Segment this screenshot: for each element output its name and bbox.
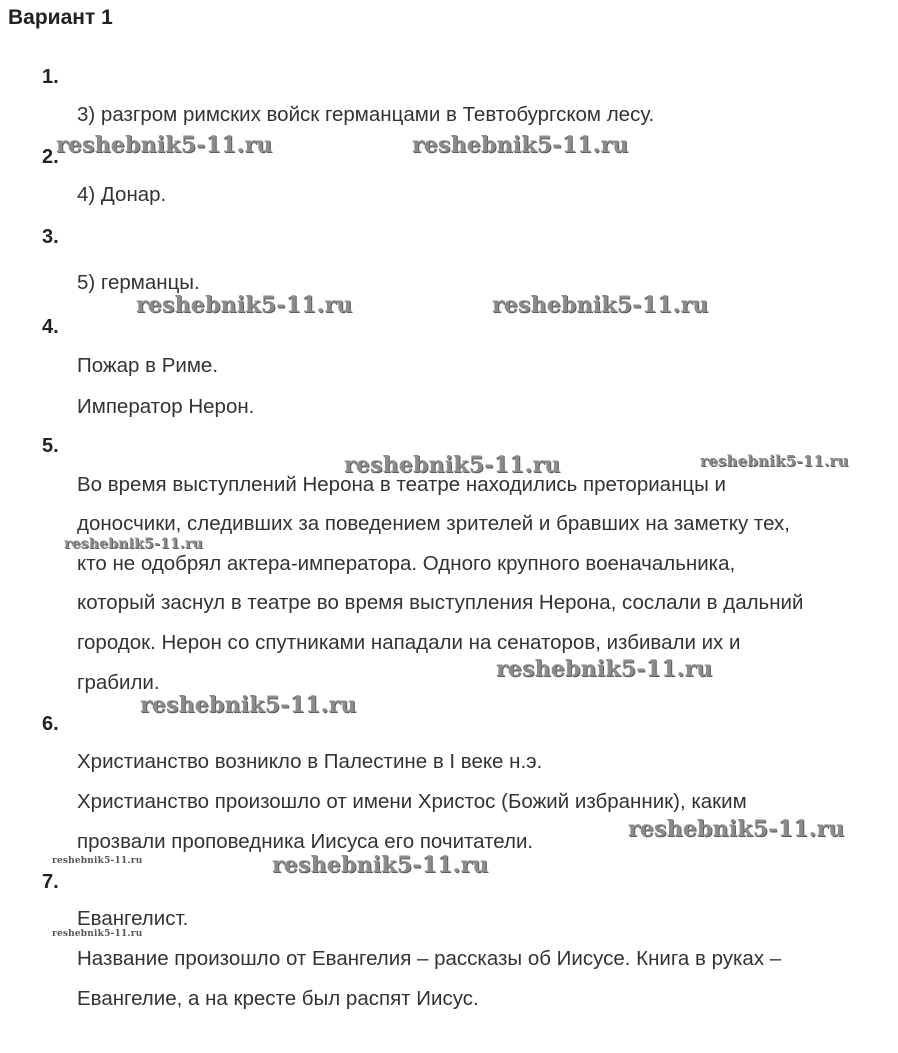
answer-4-line-1: Пожар в Риме. — [77, 354, 219, 377]
watermark: reshebnik5-11.ru — [628, 816, 845, 842]
watermark: reshebnik5-11.ru — [492, 292, 709, 318]
watermark: reshebnik5-11.ru — [56, 132, 273, 158]
answer-7-line-2: Название произошло от Евангелия – рассказы об Иисусе. Книга в руках – — [77, 947, 782, 970]
answer-number-6: 6. — [42, 713, 59, 735]
watermark: reshebnik5-11.ru — [496, 656, 713, 682]
watermark: reshebnik5-11.ru — [136, 292, 353, 318]
answer-7-line-3: Евангелие, а на кресте был распят Иисус. — [77, 987, 479, 1010]
answer-number-3: 3. — [42, 226, 59, 248]
page-title: Вариант 1 — [8, 6, 113, 29]
answer-number-2: 2. — [42, 146, 59, 168]
watermark: reshebnik5-11.ru — [52, 929, 143, 939]
answer-4-line-2: Император Нерон. — [77, 395, 255, 418]
watermark: reshebnik5-11.ru — [412, 132, 629, 158]
answer-number-1: 1. — [42, 66, 59, 88]
answer-5-line-1: Во время выступлений Нерона в театре находились преторианцы и — [77, 473, 727, 496]
answer-6-line-2: Христианство произошло от имени Христос (Божий избранник), каким — [77, 790, 747, 813]
answer-5-line-5: городок. Нерон со спутниками нападали на сенаторов, избивали их и — [77, 631, 741, 654]
answer-5-line-6: грабили. — [77, 671, 160, 694]
answer-2-line-1: 4) Донар. — [77, 183, 167, 206]
answer-5-line-4: который заснул в театре во время выступления Нерона, сослали в дальний — [77, 591, 804, 614]
answer-5-line-2: доносчики, следивших за поведением зрителей и бравших на заметку тех, — [77, 512, 790, 535]
watermark: reshebnik5-11.ru — [140, 692, 357, 718]
answer-3-line-1: 5) германцы. — [77, 271, 200, 294]
watermark: reshebnik5-11.ru — [700, 452, 849, 470]
watermark: reshebnik5-11.ru — [52, 856, 143, 866]
answer-number-7: 7. — [42, 871, 59, 893]
answer-7-line-1: Евангелист. — [77, 907, 189, 930]
answer-6-line-3: прозвали проповедника Иисуса его почитатели. — [77, 830, 534, 853]
answer-number-5: 5. — [42, 435, 59, 457]
answer-5-line-3: кто не одобрял актера-императора. Одного крупного военачальника, — [77, 552, 736, 575]
answer-1-line-1: 3) разгром римских войск германцами в Тевтобургском лесу. — [77, 103, 655, 126]
watermark: reshebnik5-11.ru — [272, 852, 489, 878]
watermark: reshebnik5-11.ru — [64, 536, 203, 552]
watermark: reshebnik5-11.ru — [344, 452, 561, 478]
answer-number-4: 4. — [42, 316, 59, 338]
answer-6-line-1: Христианство возникло в Палестине в I веке н.э. — [77, 750, 543, 773]
